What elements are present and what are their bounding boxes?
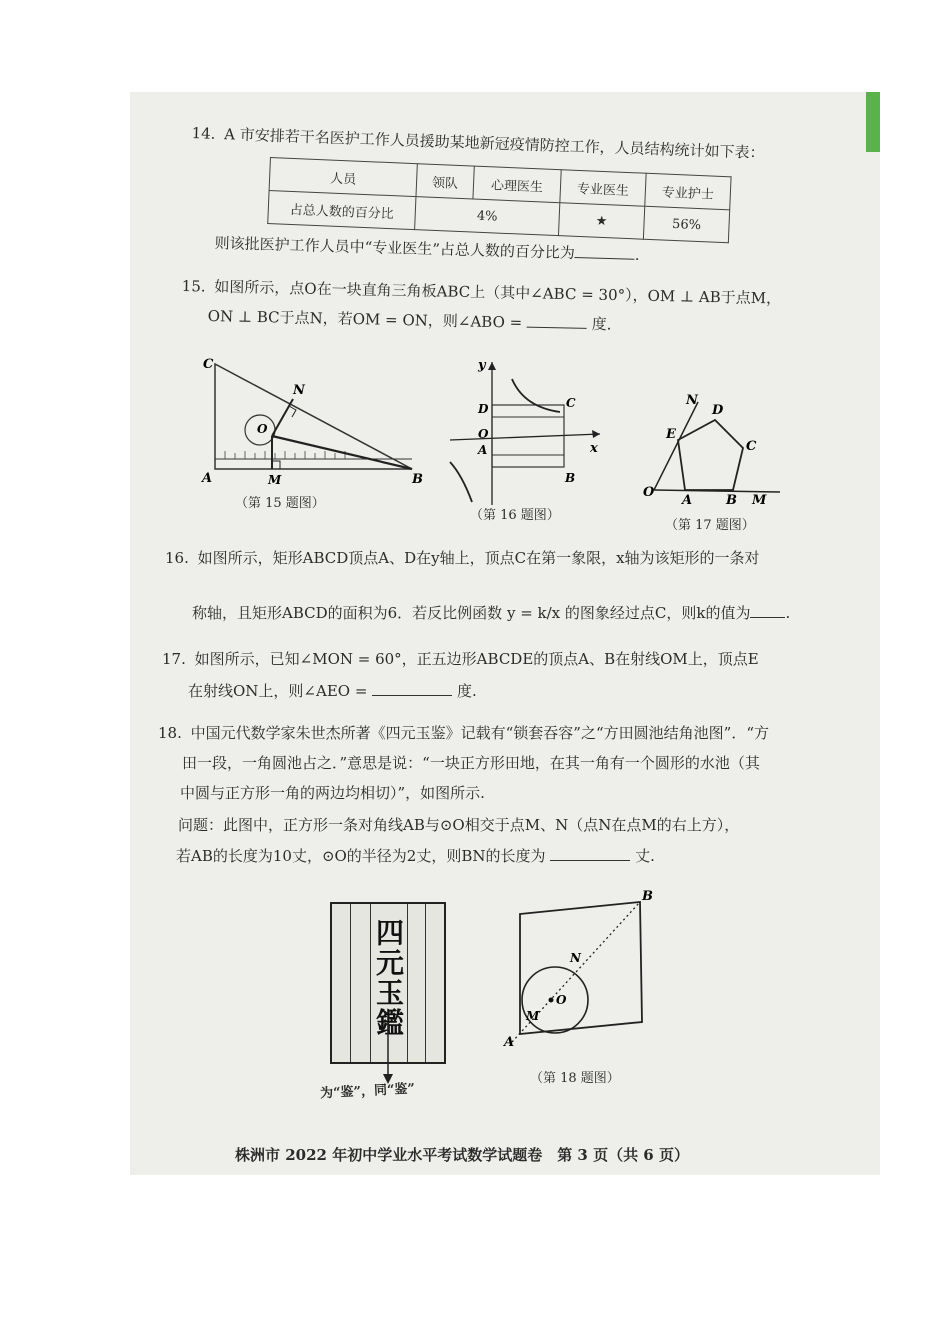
question-17 — [162, 648, 759, 670]
label-d: D — [712, 403, 724, 418]
label-x: x — [590, 441, 598, 456]
answer-blank — [550, 846, 630, 861]
table-cell: 4% — [415, 197, 560, 236]
figure-17-caption: （第 17 题图） — [665, 518, 755, 533]
staff-structure-table — [267, 157, 731, 243]
label-e: E — [666, 427, 676, 442]
label-a: A — [478, 443, 488, 457]
label-m: M — [268, 473, 282, 487]
label-o: O — [643, 485, 655, 500]
label-m: M — [752, 493, 767, 508]
answer-blank — [750, 603, 785, 618]
table-header-cell: 专业护士 — [645, 173, 731, 210]
question-line: 问题：此图中，正方形一条对角线AB与⊙O相交于点M、N（点N在点M的右上方）， — [178, 816, 740, 834]
label-b: B — [642, 889, 653, 904]
question-line: ON ⊥ BC于点N，若OM = ON，则∠ABO = — [207, 306, 523, 332]
book-cover — [330, 902, 446, 1064]
question-line: 如图所示，矩形ABCD顶点A、D在y轴上，顶点C在第一象限，x轴为该矩形的一条对 — [197, 549, 760, 567]
question-16 — [165, 547, 760, 569]
question-16-line2: 称轴，且矩形ABCD的面积为6．若反比例函数 y = k/x 的图象经过点C，则k的值为 . — [192, 604, 791, 622]
question-15 — [182, 275, 782, 310]
table-header-cell: 专业医生 — [560, 170, 646, 207]
page-footer: 株洲市 2022 年初中学业水平考试数学试题卷 第 3 页（共 6 页） — [235, 1146, 689, 1164]
question-line: 在射线ON上，则∠AEO = — [188, 682, 368, 700]
question-text: A 市安排若干名医护工作人员援助某地新冠疫情防控工作，人员结构统计如下表： — [223, 125, 765, 162]
question-line: 中圆与正方形一角的两边均相切）”，如图所示. — [180, 784, 485, 802]
question-line: 田一段，一角圆池占之．”意思是说：“一块正方形田地，在其一角有一个圆形的水池（其 — [182, 754, 760, 772]
book-note: 为“鉴”，同“鉴” — [319, 1081, 416, 1102]
unit-text: 度. — [591, 315, 612, 334]
question-18-line2 — [182, 752, 760, 774]
question-number: 15. — [181, 276, 206, 296]
table-row-label: 占总人数的百分比 — [268, 190, 416, 229]
label-a: A — [202, 471, 213, 486]
label-o: O — [478, 427, 489, 441]
question-number: 14. — [191, 123, 216, 143]
table-header-cell: 心理医生 — [473, 166, 561, 203]
unit-text: 度. — [456, 682, 477, 700]
table-cell-star: ★ — [558, 203, 644, 240]
label-a: A — [504, 1035, 515, 1050]
label-d: D — [478, 402, 489, 416]
label-y: y — [478, 358, 486, 373]
question-line: 若AB的长度为10丈，⊙O的半径为2丈，则BN的长度为 — [176, 847, 546, 865]
label-m: M — [526, 1009, 540, 1023]
background-green-edge — [866, 92, 880, 152]
followup-text: 则该批医护工作人员中“专业医生”占总人数的百分比为 — [214, 233, 576, 263]
label-b: B — [726, 493, 737, 508]
unit-text: 丈. — [635, 847, 655, 865]
question-18 — [158, 722, 769, 744]
label-c: C — [203, 357, 214, 372]
label-c: C — [566, 396, 576, 410]
table-header-cell: 领队 — [416, 164, 474, 199]
exam-page-photo — [130, 92, 880, 1175]
answer-blank — [527, 313, 587, 329]
table-cell: 56% — [643, 206, 729, 243]
label-n: N — [686, 393, 698, 408]
question-line: 称轴，且矩形ABCD的面积为6．若反比例函数 y = k/x 的图象经过点C，则k的值为 — [192, 604, 751, 622]
label-n: N — [570, 951, 581, 965]
label-a: A — [682, 493, 693, 508]
label-o: O — [257, 422, 268, 436]
question-18-line5 — [176, 845, 655, 867]
question-number: 17. — [162, 650, 186, 668]
question-14-followup: 则该批医护工作人员中“专业医生”占总人数的百分比为 . — [214, 233, 640, 264]
question-number: 16. — [165, 549, 189, 567]
question-number: 18. — [158, 724, 182, 742]
figure-16-caption: （第 16 题图） — [470, 508, 560, 523]
label-o: O — [556, 993, 567, 1007]
label-b: B — [412, 472, 423, 487]
answer-blank — [372, 681, 452, 696]
question-line: 如图所示，已知∠MON = 60°，正五边形ABCDE的顶点A、B在射线OM上，顶点E — [194, 650, 759, 668]
question-18-line3 — [180, 782, 485, 804]
label-b: B — [565, 471, 576, 485]
figure-17-pentagon — [640, 392, 790, 512]
answer-blank — [575, 243, 635, 260]
question-18-line4 — [178, 814, 739, 836]
question-15-line2 — [208, 305, 612, 335]
figure-18-caption: （第 18 题图） — [530, 1071, 620, 1086]
label-c: C — [746, 439, 757, 454]
question-line: 中国元代数学家朱世杰所著《四元玉鉴》记载有“锁套吞容”之“方田圆池结角池图”．“方 — [190, 724, 769, 742]
arrow-icon — [382, 1022, 394, 1084]
table-header-cell: 人员 — [269, 158, 417, 197]
figure-16-hyperbola — [440, 357, 610, 507]
question-17-line2 — [188, 680, 477, 702]
figure-18-square-circle — [500, 889, 660, 1052]
question-line: 如图所示，点O在一块直角三角板ABC上（其中∠ABC = 30°），OM ⊥ AB于点M， — [214, 277, 782, 308]
book-title: 四元玉鑑 — [372, 918, 405, 1038]
label-n: N — [293, 383, 305, 398]
figure-15-triangle — [200, 354, 423, 487]
figure-15-caption: （第 15 题图） — [235, 496, 325, 511]
